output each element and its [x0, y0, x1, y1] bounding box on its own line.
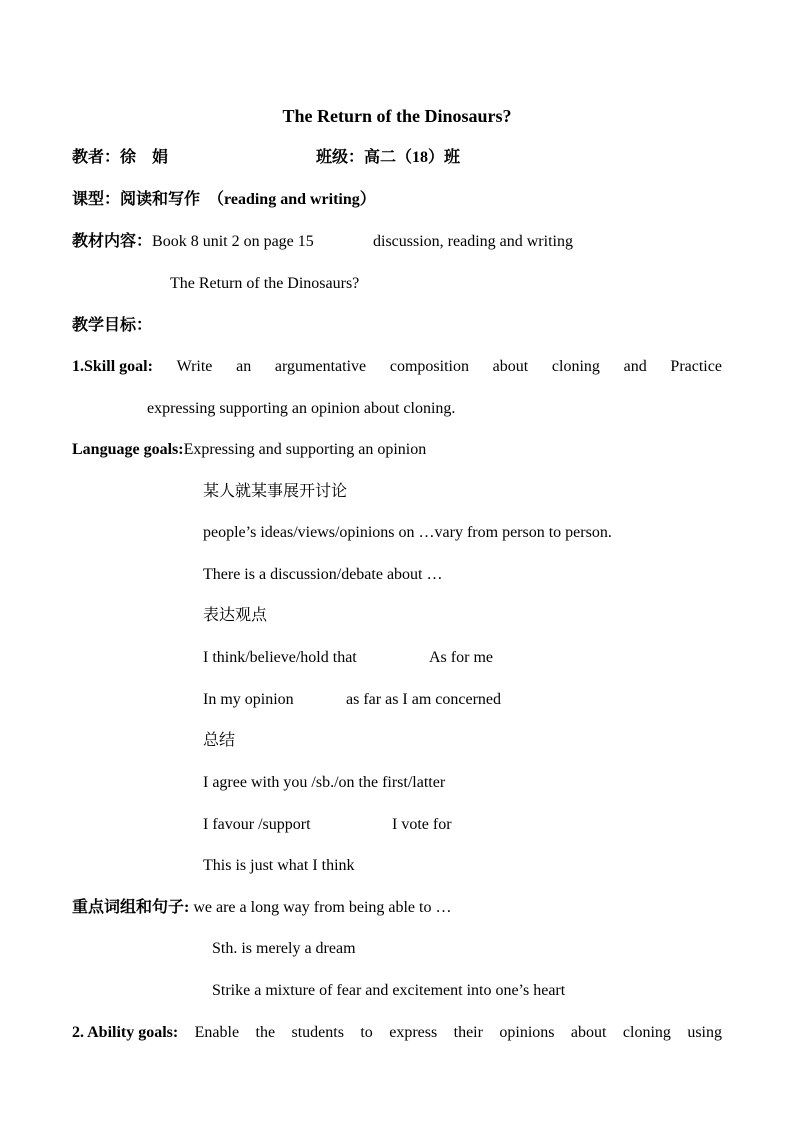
phrase-pair-b: as far as I am concerned [346, 691, 502, 708]
ability-goal-word: the [255, 1024, 276, 1041]
material-subtitle: The Return of the Dinosaurs? [170, 275, 360, 292]
key-phrases-line [72, 898, 451, 918]
language-line: people’s ideas/views/opinions on …vary from person to person. [203, 524, 612, 541]
class-label: 班级： [316, 149, 365, 166]
summary-heading: 总结 [203, 732, 236, 749]
language-line: 表达观点 [203, 607, 268, 624]
lesson-type-value: 阅读和写作 [120, 191, 201, 208]
summary-pair-a: I favour /support [203, 816, 311, 833]
phrase-pair-b: As for me [429, 649, 493, 666]
ability-goals-line [72, 1023, 722, 1043]
ability-goal-word: Enable [194, 1024, 240, 1041]
teacher-line [72, 148, 168, 168]
lesson-type-value-en: （reading and writing） [208, 191, 376, 208]
key-phrases-first: we are a long way from being able to … [193, 899, 452, 916]
ability-goal-word: opinions [499, 1024, 555, 1041]
summary-line: I agree with you /sb./on the first/latter [203, 774, 446, 791]
class-value: 高二（18）班 [364, 149, 461, 166]
ability-goal-word: cloning [622, 1024, 671, 1041]
skill-goal-word: about [492, 358, 529, 375]
summary-pair-b: I vote for [392, 816, 452, 833]
teacher-label: 教者： [72, 149, 121, 166]
material-extra: discussion, reading and writing [373, 233, 573, 250]
ability-goals-label: 2. Ability goals: [72, 1024, 179, 1041]
skill-goal-word: argumentative [274, 358, 367, 375]
document-title: The Return of the Dinosaurs? [282, 106, 512, 126]
skill-goal-label: 1.Skill goal: [72, 358, 153, 375]
material-label: 教材内容： [72, 233, 153, 250]
language-line: There is a discussion/debate about … [203, 566, 443, 583]
class-line [316, 148, 460, 168]
objectives-heading: 教学目标： [72, 317, 153, 334]
skill-goal-continuation: expressing supporting an opinion about cloning. [147, 400, 456, 417]
ability-goal-word: their [453, 1024, 483, 1041]
language-goals-intro: Expressing and supporting an opinion [183, 441, 427, 458]
phrase-pair-a: I think/believe/hold that [203, 649, 357, 666]
lesson-type-line [72, 190, 376, 210]
lesson-type-label: 课型： [72, 191, 121, 208]
language-line: 某人就某事展开讨论 [203, 483, 348, 500]
language-goals-label: Language goals: [72, 441, 184, 458]
summary-last: This is just what I think [203, 857, 355, 874]
ability-goal-word: using [687, 1024, 722, 1041]
ability-goal-word: about [570, 1024, 607, 1041]
skill-goal-word: Write [176, 358, 213, 375]
skill-goal-word: an [236, 358, 252, 375]
ability-goal-word: express [389, 1024, 438, 1041]
skill-goal-line [72, 357, 722, 377]
material-value: Book 8 unit 2 on page 15 [152, 233, 314, 250]
key-phrase: Strike a mixture of fear and excitement into one’s heart [212, 982, 566, 999]
skill-goal-word: composition [389, 358, 469, 375]
teacher-name: 徐 娟 [120, 149, 169, 166]
skill-goal-word: cloning [551, 358, 600, 375]
ability-goal-word: students [291, 1024, 344, 1041]
material-line [72, 232, 314, 252]
skill-goal-word: and [623, 358, 647, 375]
phrase-pair-a: In my opinion [203, 691, 294, 708]
ability-goal-word: to [360, 1024, 373, 1041]
key-phrase: Sth. is merely a dream [212, 940, 356, 957]
language-goals-line [72, 440, 426, 460]
skill-goal-word: Practice [670, 358, 722, 375]
key-phrases-label: 重点词组和句子: [72, 899, 190, 916]
